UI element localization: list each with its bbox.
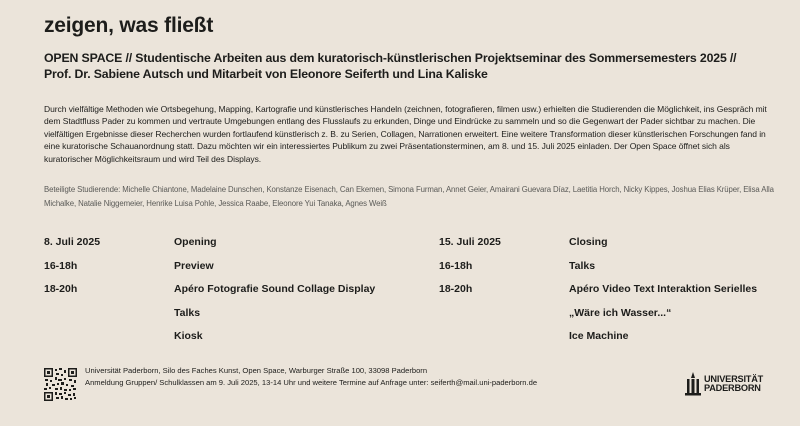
subtitle-line-2: Prof. Dr. Sabiene Autsch und Mitarbeit von Eleonore Seiferth und Lina Kaliske <box>44 67 488 81</box>
day1-item: Opening <box>174 236 217 248</box>
university-name <box>704 375 763 393</box>
day2-item: „Wäre ich Wasser...“ <box>569 306 672 319</box>
poster-title: zeigen, was fließt <box>44 14 214 37</box>
day2-program <box>569 236 757 354</box>
day2-item: Apéro Video Text Interaktion Serielles <box>569 283 758 295</box>
footer <box>85 365 537 389</box>
day1-time-2: 18-20h <box>44 283 78 295</box>
day1-program <box>174 236 375 354</box>
qr-code-icon[interactable] <box>44 368 77 401</box>
university-name-line-1: UNIVERSITÄT <box>704 374 764 384</box>
day2-date: 15. Juli 2025 <box>439 236 501 248</box>
students-list: Beteiligte Studierende: Michelle Chiantone, Madelaine Dunschen, Konstanze Eisenach, Can Ekemen, Simona Furman, Annet Geier, Amairani Guevara Díaz, Laetitia Horch, Nicky Kippes, Joshua Elias Krüper, Elisa Alla Michalke, Natalie Niggemeier, Henrike Luisa Pohle, Jessica Raabe, Eleonore Yui Tanaka, Agnes Weiß <box>44 185 774 208</box>
day1-item: Preview <box>174 259 214 272</box>
university-mark-icon <box>684 371 702 397</box>
day2-time-1: 16-18h <box>439 259 473 272</box>
day1-item: Talks <box>174 306 201 319</box>
day1-item: Apéro Fotografie Sound Collage Display <box>174 283 376 295</box>
day1-item: Kiosk <box>174 330 203 342</box>
day2-times <box>439 236 501 307</box>
day1-time-1: 16-18h <box>44 259 78 272</box>
university-name-line-2: PADERBORN <box>704 383 761 393</box>
university-logo <box>684 371 764 397</box>
day2-item: Closing <box>569 236 608 248</box>
day2-time-2: 18-20h <box>439 283 473 295</box>
day1-date: 8. Juli 2025 <box>44 236 101 248</box>
description-paragraph: Durch vielfältige Methoden wie Ortsbegehung, Mapping, Kartografie und künstlerisches Handeln (zeichnen, fotografieren, filmen usw.) erhielten die Studierenden die Möglichkeit, ins Gespräch mit dem Stadtfluss Pader zu kommen und vertraute Umgebungen entlang des Flusslaufs zu erkunden, Dinge und Eindrücke zu sammeln und so die Gegenwart der Pader sichtbar zu machen. Die vielfältigen Ergebnisse dieser Recherchen wurden fortlaufend künstlerisch z. B. zu Serien, Collagen, Narrationen erweitert. Eine weitere Transformation dieser künstlerischen Forschungen fand in eine kuratorische Schauanordnung statt. Dazu möchten wir ein interessiertes Publikum zu zwei Präsentationsterminen, am 8. und 15. Juli 2025 einladen. Der Open Space öffnet sich als kuratorischer Möglichkeitsraum und wird Teil des Displays. <box>44 104 767 164</box>
footer-registration[interactable]: Anmeldung Gruppen/ Schulklassen am 9. Juli 2025, 13-14 Uhr und weitere Termine auf Anfrage unter: seiferth@mail.uni-paderborn.de <box>85 378 538 387</box>
day2-item: Talks <box>569 259 596 272</box>
subtitle-line-1: OPEN SPACE // Studentische Arbeiten aus dem kuratorisch-künstlerischen Projektseminar des Sommersemesters 2025 // <box>44 51 737 65</box>
subtitle <box>44 50 784 82</box>
day1-times <box>44 236 100 307</box>
day2-item: Ice Machine <box>569 330 629 342</box>
footer-address: Universität Paderborn, Silo des Faches Kunst, Open Space, Warburger Straße 100, 33098 Paderborn <box>85 366 428 375</box>
